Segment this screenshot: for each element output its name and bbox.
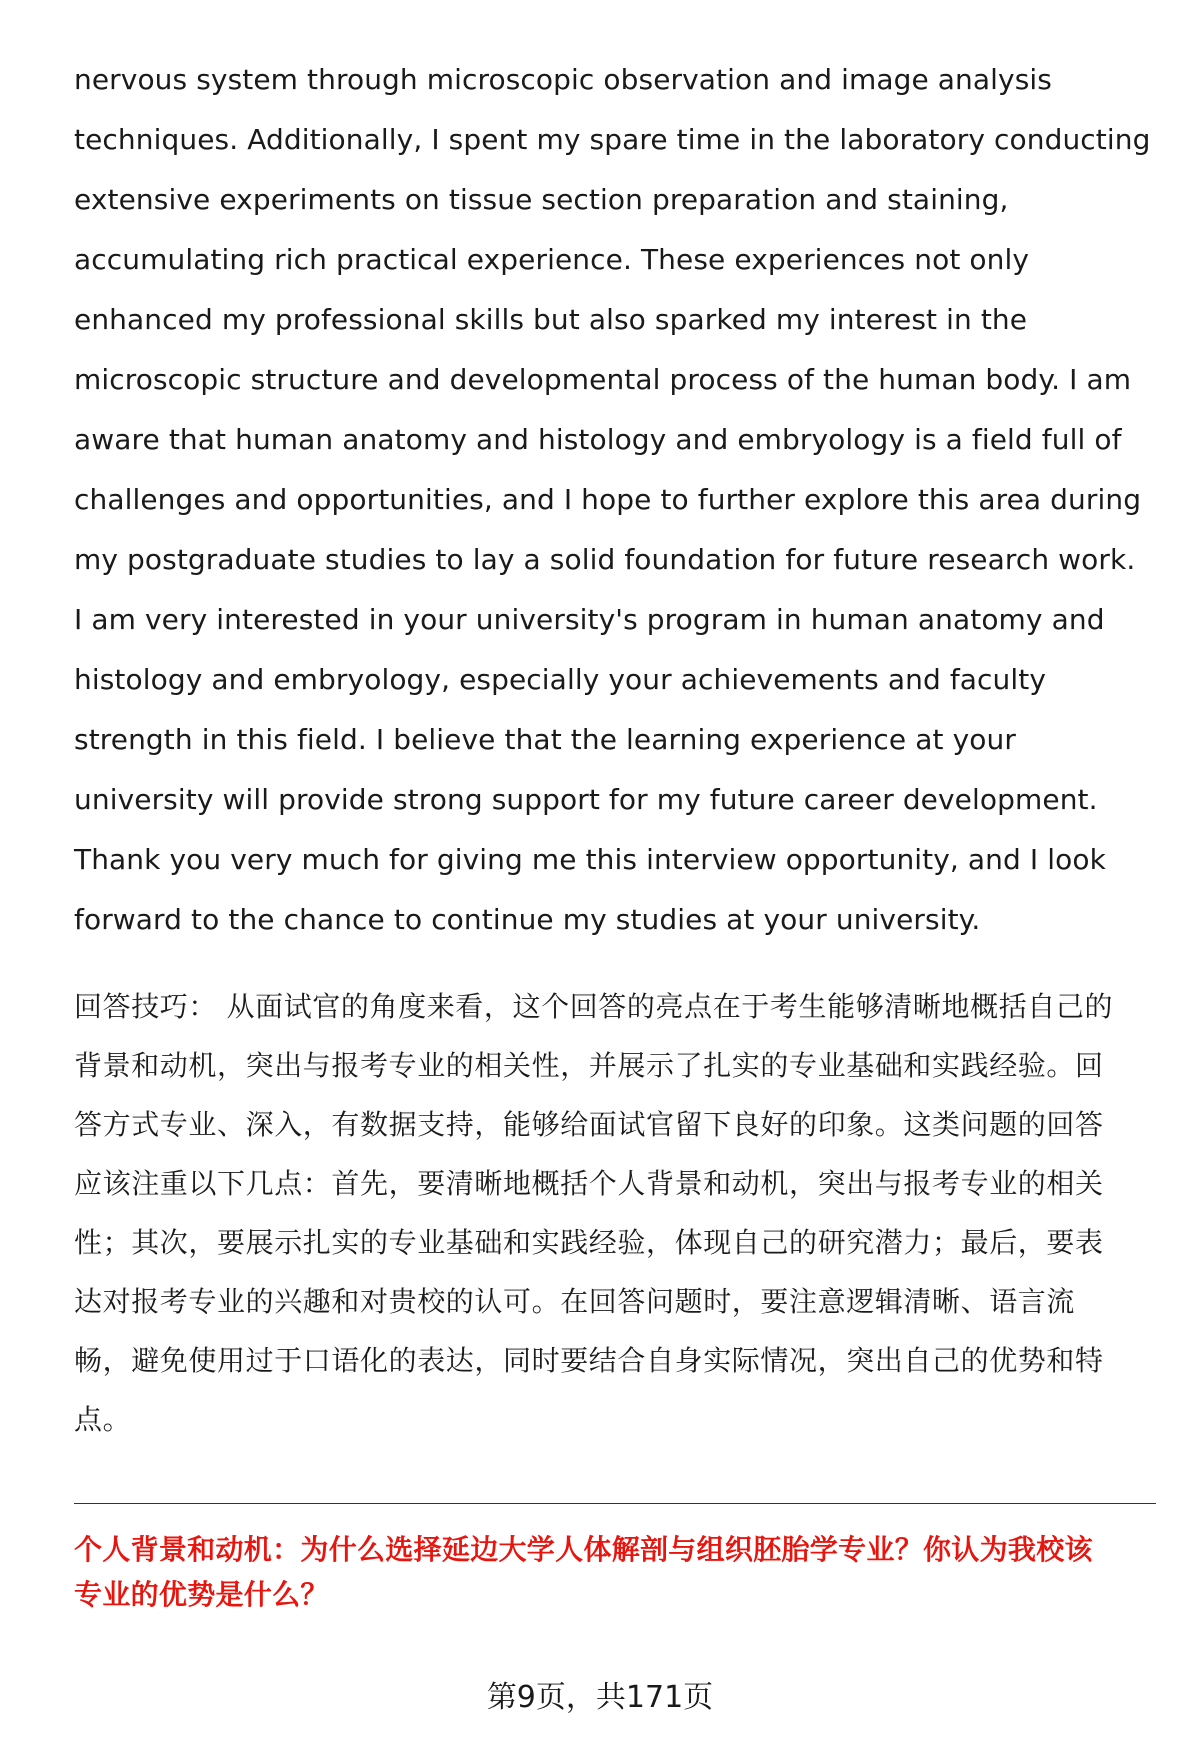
answer-line: Thank you very much for giving me this interview opportunity, and I look <box>74 843 1106 876</box>
answer-line: histology and embryology, especially your achievements and faculty <box>74 663 1047 696</box>
tips-line: 回答技巧： 从面试官的角度来看，这个回答的亮点在于考生能够清晰地概括自己的 <box>74 990 1114 1023</box>
answer-line: forward to the chance to continue my studies at your university. <box>74 903 981 936</box>
tips-line: 性；其次，要展示扎实的专业基础和实践经验，体现自己的研究潜力；最后，要表 <box>74 1226 1104 1259</box>
question-line: 专业的优势是什么？ <box>74 1578 329 1611</box>
answer-line: accumulating rich practical experience. These experiences not only <box>74 243 1030 276</box>
answer-tips-paragraph <box>74 977 1156 1449</box>
tips-line: 点。 <box>74 1403 132 1436</box>
answer-line: my postgraduate studies to lay a solid foundation for future research work. <box>74 543 1136 576</box>
tips-line: 背景和动机，突出与报考专业的相关性，并展示了扎实的专业基础和实践经验。回 <box>74 1049 1104 1082</box>
section-divider <box>74 1503 1156 1504</box>
question-line: 个人背景和动机：为什么选择延边大学人体解剖与组织胚胎学专业？你认为我校该 <box>74 1533 1093 1566</box>
answer-line: strength in this field. I believe that the learning experience at your <box>74 723 1016 756</box>
answer-line: microscopic structure and developmental process of the human body. I am <box>74 363 1132 396</box>
answer-line: techniques. Additionally, I spent my spare time in the laboratory conducting <box>74 123 1151 156</box>
answer-line: challenges and opportunities, and I hope to further explore this area during <box>74 483 1142 516</box>
answer-line: extensive experiments on tissue section preparation and staining, <box>74 183 1009 216</box>
page-number-footer: 第9页，共171页 <box>486 1680 714 1715</box>
document-page <box>74 50 1156 1449</box>
answer-line: I am very interested in your university's program in human anatomy and <box>74 603 1105 636</box>
question-heading <box>74 1527 1164 1617</box>
tips-line: 答方式专业、深入，有数据支持，能够给面试官留下良好的印象。这类问题的回答 <box>74 1108 1104 1141</box>
answer-line: university will provide strong support for my future career development. <box>74 783 1098 816</box>
answer-paragraph <box>74 50 1156 950</box>
tips-line: 应该注重以下几点：首先，要清晰地概括个人背景和动机，突出与报考专业的相关 <box>74 1167 1104 1200</box>
tips-line: 畅，避免使用过于口语化的表达，同时要结合自身实际情况，突出自己的优势和特 <box>74 1344 1104 1377</box>
answer-line: enhanced my professional skills but also sparked my interest in the <box>74 303 1028 336</box>
answer-line: nervous system through microscopic observation and image analysis <box>74 63 1052 96</box>
answer-line: aware that human anatomy and histology and embryology is a field full of <box>74 423 1122 456</box>
tips-line: 达对报考专业的兴趣和对贵校的认可。在回答问题时，要注意逻辑清晰、语言流 <box>74 1285 1076 1318</box>
